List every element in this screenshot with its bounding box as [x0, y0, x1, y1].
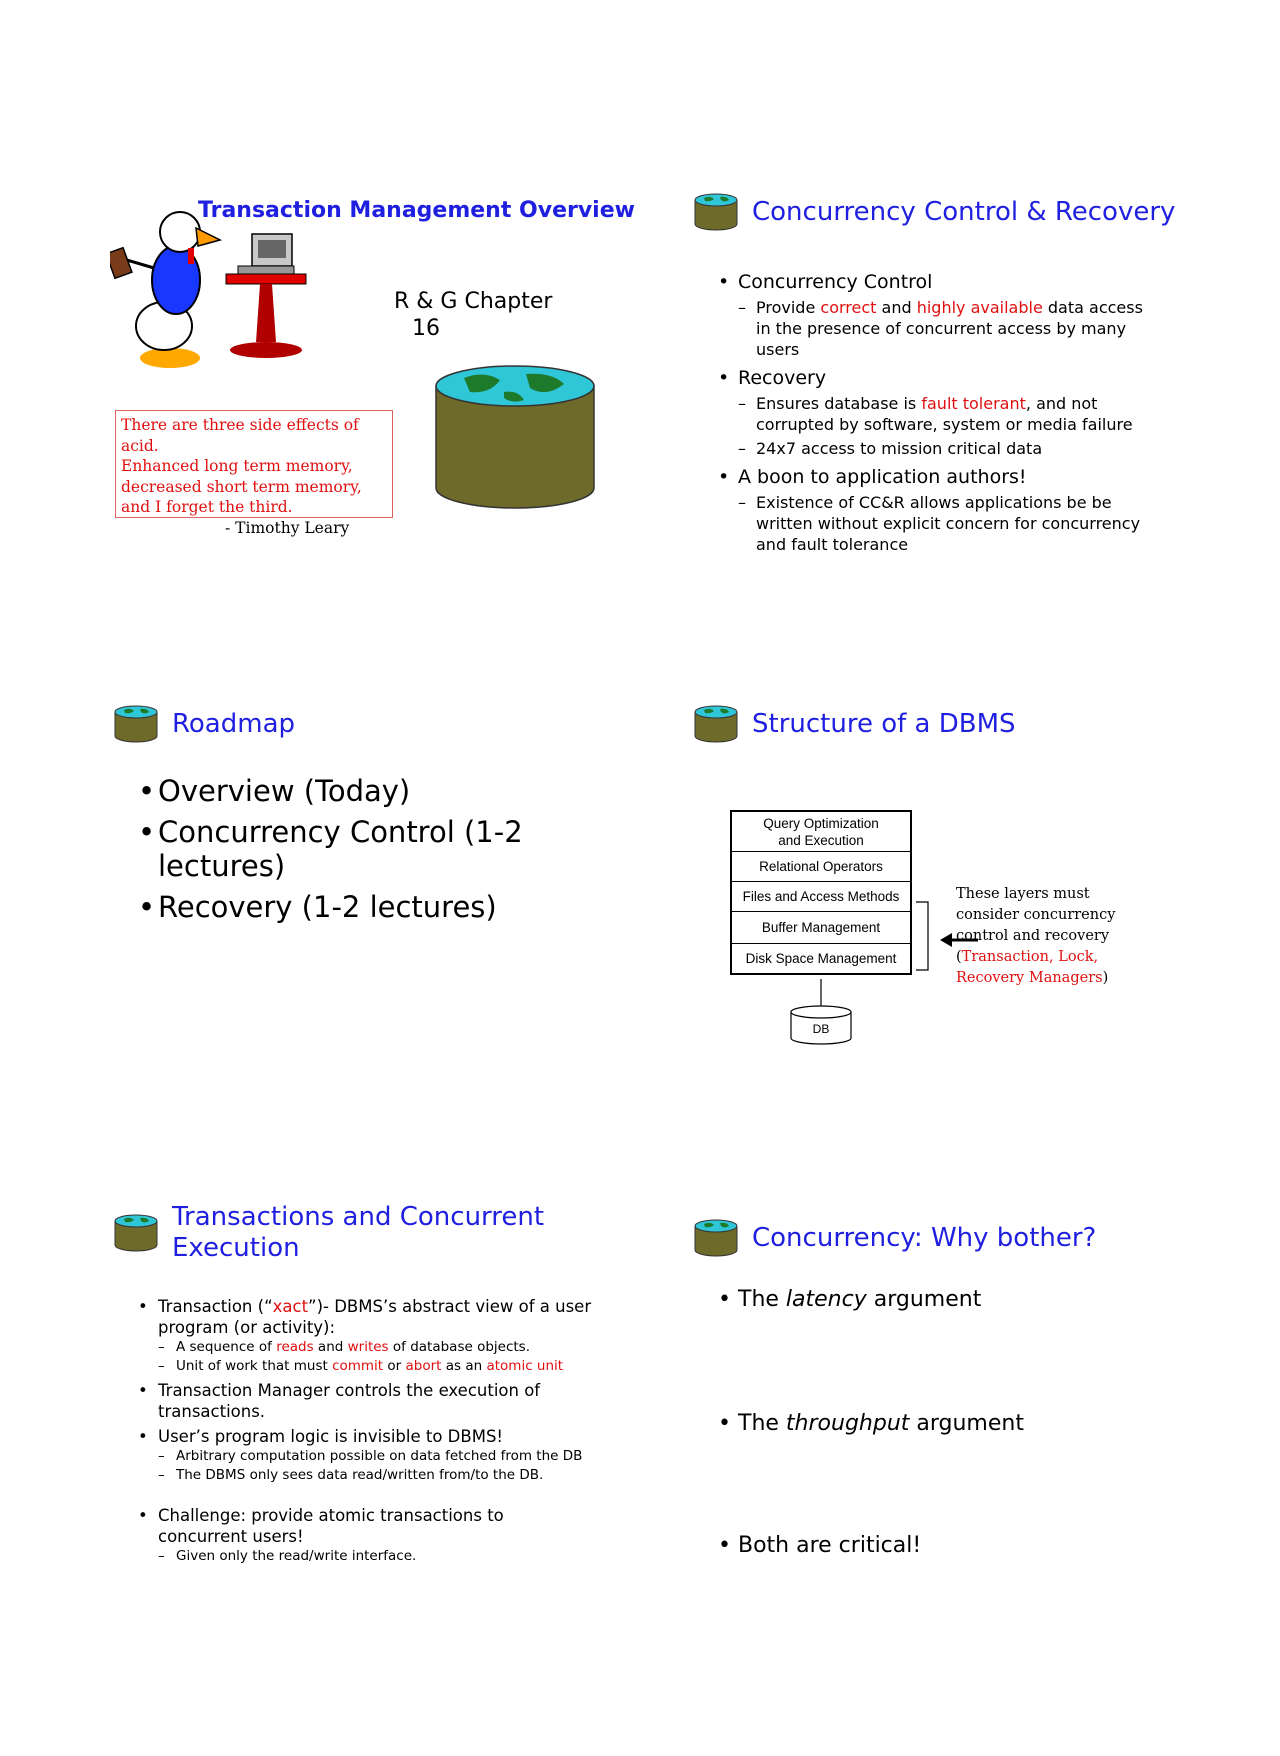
bullet-list	[716, 1286, 1156, 1560]
bullet-transaction-manager: • Transaction Manager controls the execution of transactions.	[136, 1380, 596, 1422]
slide-transaction-overview	[110, 188, 670, 628]
slide-header	[694, 704, 1016, 744]
database-icon	[694, 192, 738, 232]
bullet-challenge: • Challenge: provide atomic transactions to concurrent users!	[136, 1505, 596, 1547]
database-icon	[694, 1218, 738, 1258]
layer-query-optimization: Query Optimization and Execution	[732, 812, 910, 852]
sub-bullet: – Unit of work that must commit or abort as an atomic unit	[136, 1357, 596, 1376]
list-item: • Overview (Today)	[136, 774, 576, 808]
quote-line: Enhanced long term memory,	[121, 457, 353, 475]
chapter-reference	[394, 288, 552, 342]
bullet-recovery: • Recovery	[716, 366, 1146, 390]
layer-disk-space-management: Disk Space Management	[745, 951, 897, 966]
sub-bullet: – Given only the read/write interface.	[136, 1547, 596, 1566]
bullet-concurrency-control: • Concurrency Control	[716, 270, 1146, 294]
slide-title: Roadmap	[172, 708, 296, 739]
layer-bracket	[914, 900, 934, 972]
bullet-list	[716, 264, 1146, 555]
slide-header	[114, 1202, 544, 1264]
slide-header	[114, 704, 295, 744]
slide-title: Transaction Management Overview	[198, 198, 635, 223]
quote-line: There are three side effects of acid.	[121, 416, 359, 455]
slide-dbms-structure	[694, 704, 1254, 1144]
database-icon	[114, 704, 158, 744]
sub-bullet: – A sequence of reads and writes of database objects.	[136, 1338, 596, 1357]
sub-bullet: – Provide correct and highly available data access in the presence of concurrent access by many users	[716, 297, 1146, 360]
sub-bullet: – Ensures database is fault tolerant, and not corrupted by software, system or media failure	[716, 393, 1146, 435]
list-item: • Recovery (1-2 lectures)	[136, 890, 576, 924]
layer-buffer-management: Buffer Management	[732, 912, 910, 944]
bullet-throughput: • The throughput argument	[716, 1410, 1156, 1438]
slide-transactions-concurrent	[114, 1202, 674, 1642]
sub-bullet: – Arbitrary computation possible on data fetched from the DB	[136, 1447, 596, 1466]
layer-relational-operators: Relational Operators	[732, 852, 910, 882]
layers-note: These layers must consider concurrency control and recovery (Transaction, Lock, Recovery Managers)	[956, 886, 1116, 986]
computer-table-illustration	[222, 232, 312, 362]
bullet-transaction: • Transaction (“xact”)- DBMS’s abstract view of a user program (or activity):	[136, 1296, 596, 1338]
sub-bullet: – 24x7 access to mission critical data	[716, 438, 1146, 459]
slide-concurrency-recovery	[694, 192, 1254, 632]
quote-line: decreased short term memory,	[121, 477, 362, 496]
slide-header	[694, 1218, 1096, 1258]
slide-roadmap	[114, 704, 674, 1144]
database-cylinder-illustration	[434, 364, 596, 510]
layer-files-access-methods: Files and Access Methods	[732, 882, 910, 912]
slide-header	[694, 192, 1175, 232]
slide-concurrency-why	[694, 1218, 1254, 1658]
duck-illustration	[110, 198, 222, 374]
bullet-boon: • A boon to application authors!	[716, 465, 1146, 489]
chapter-number: 16	[412, 316, 440, 341]
sub-bullet: – Existence of CC&R allows applications be be written without explicit concern for concurrency and fault tolerance	[716, 492, 1146, 555]
bullet-list	[136, 774, 576, 931]
dbms-layer-stack	[730, 810, 912, 975]
bullet-program-logic: • User’s program logic is invisible to DBMS!	[136, 1426, 596, 1447]
bullet-latency: • The latency argument	[716, 1286, 1156, 1314]
bullet-both-critical: • Both are critical!	[716, 1532, 1156, 1560]
database-icon	[694, 704, 738, 744]
sub-bullet: – The DBMS only sees data read/written from/to the DB.	[136, 1466, 596, 1485]
slide-title: Transactions and Concurrent Execution	[172, 1202, 545, 1263]
database-icon	[114, 1213, 158, 1253]
quote-box	[115, 410, 393, 537]
slide-title: Structure of a DBMS	[752, 708, 1016, 739]
list-item: • Concurrency Control (1-2 lectures)	[136, 815, 576, 883]
bullet-list	[136, 1292, 596, 1566]
db-label: DB	[812, 1022, 830, 1036]
slide-title: Concurrency: Why bother?	[752, 1222, 1097, 1253]
quote-line: and I forget the third.	[121, 498, 293, 516]
slide-title: Concurrency Control & Recovery	[752, 196, 1176, 227]
quote-author: - Timothy Leary	[225, 518, 350, 537]
chapter-line: R & G Chapter	[394, 289, 553, 314]
